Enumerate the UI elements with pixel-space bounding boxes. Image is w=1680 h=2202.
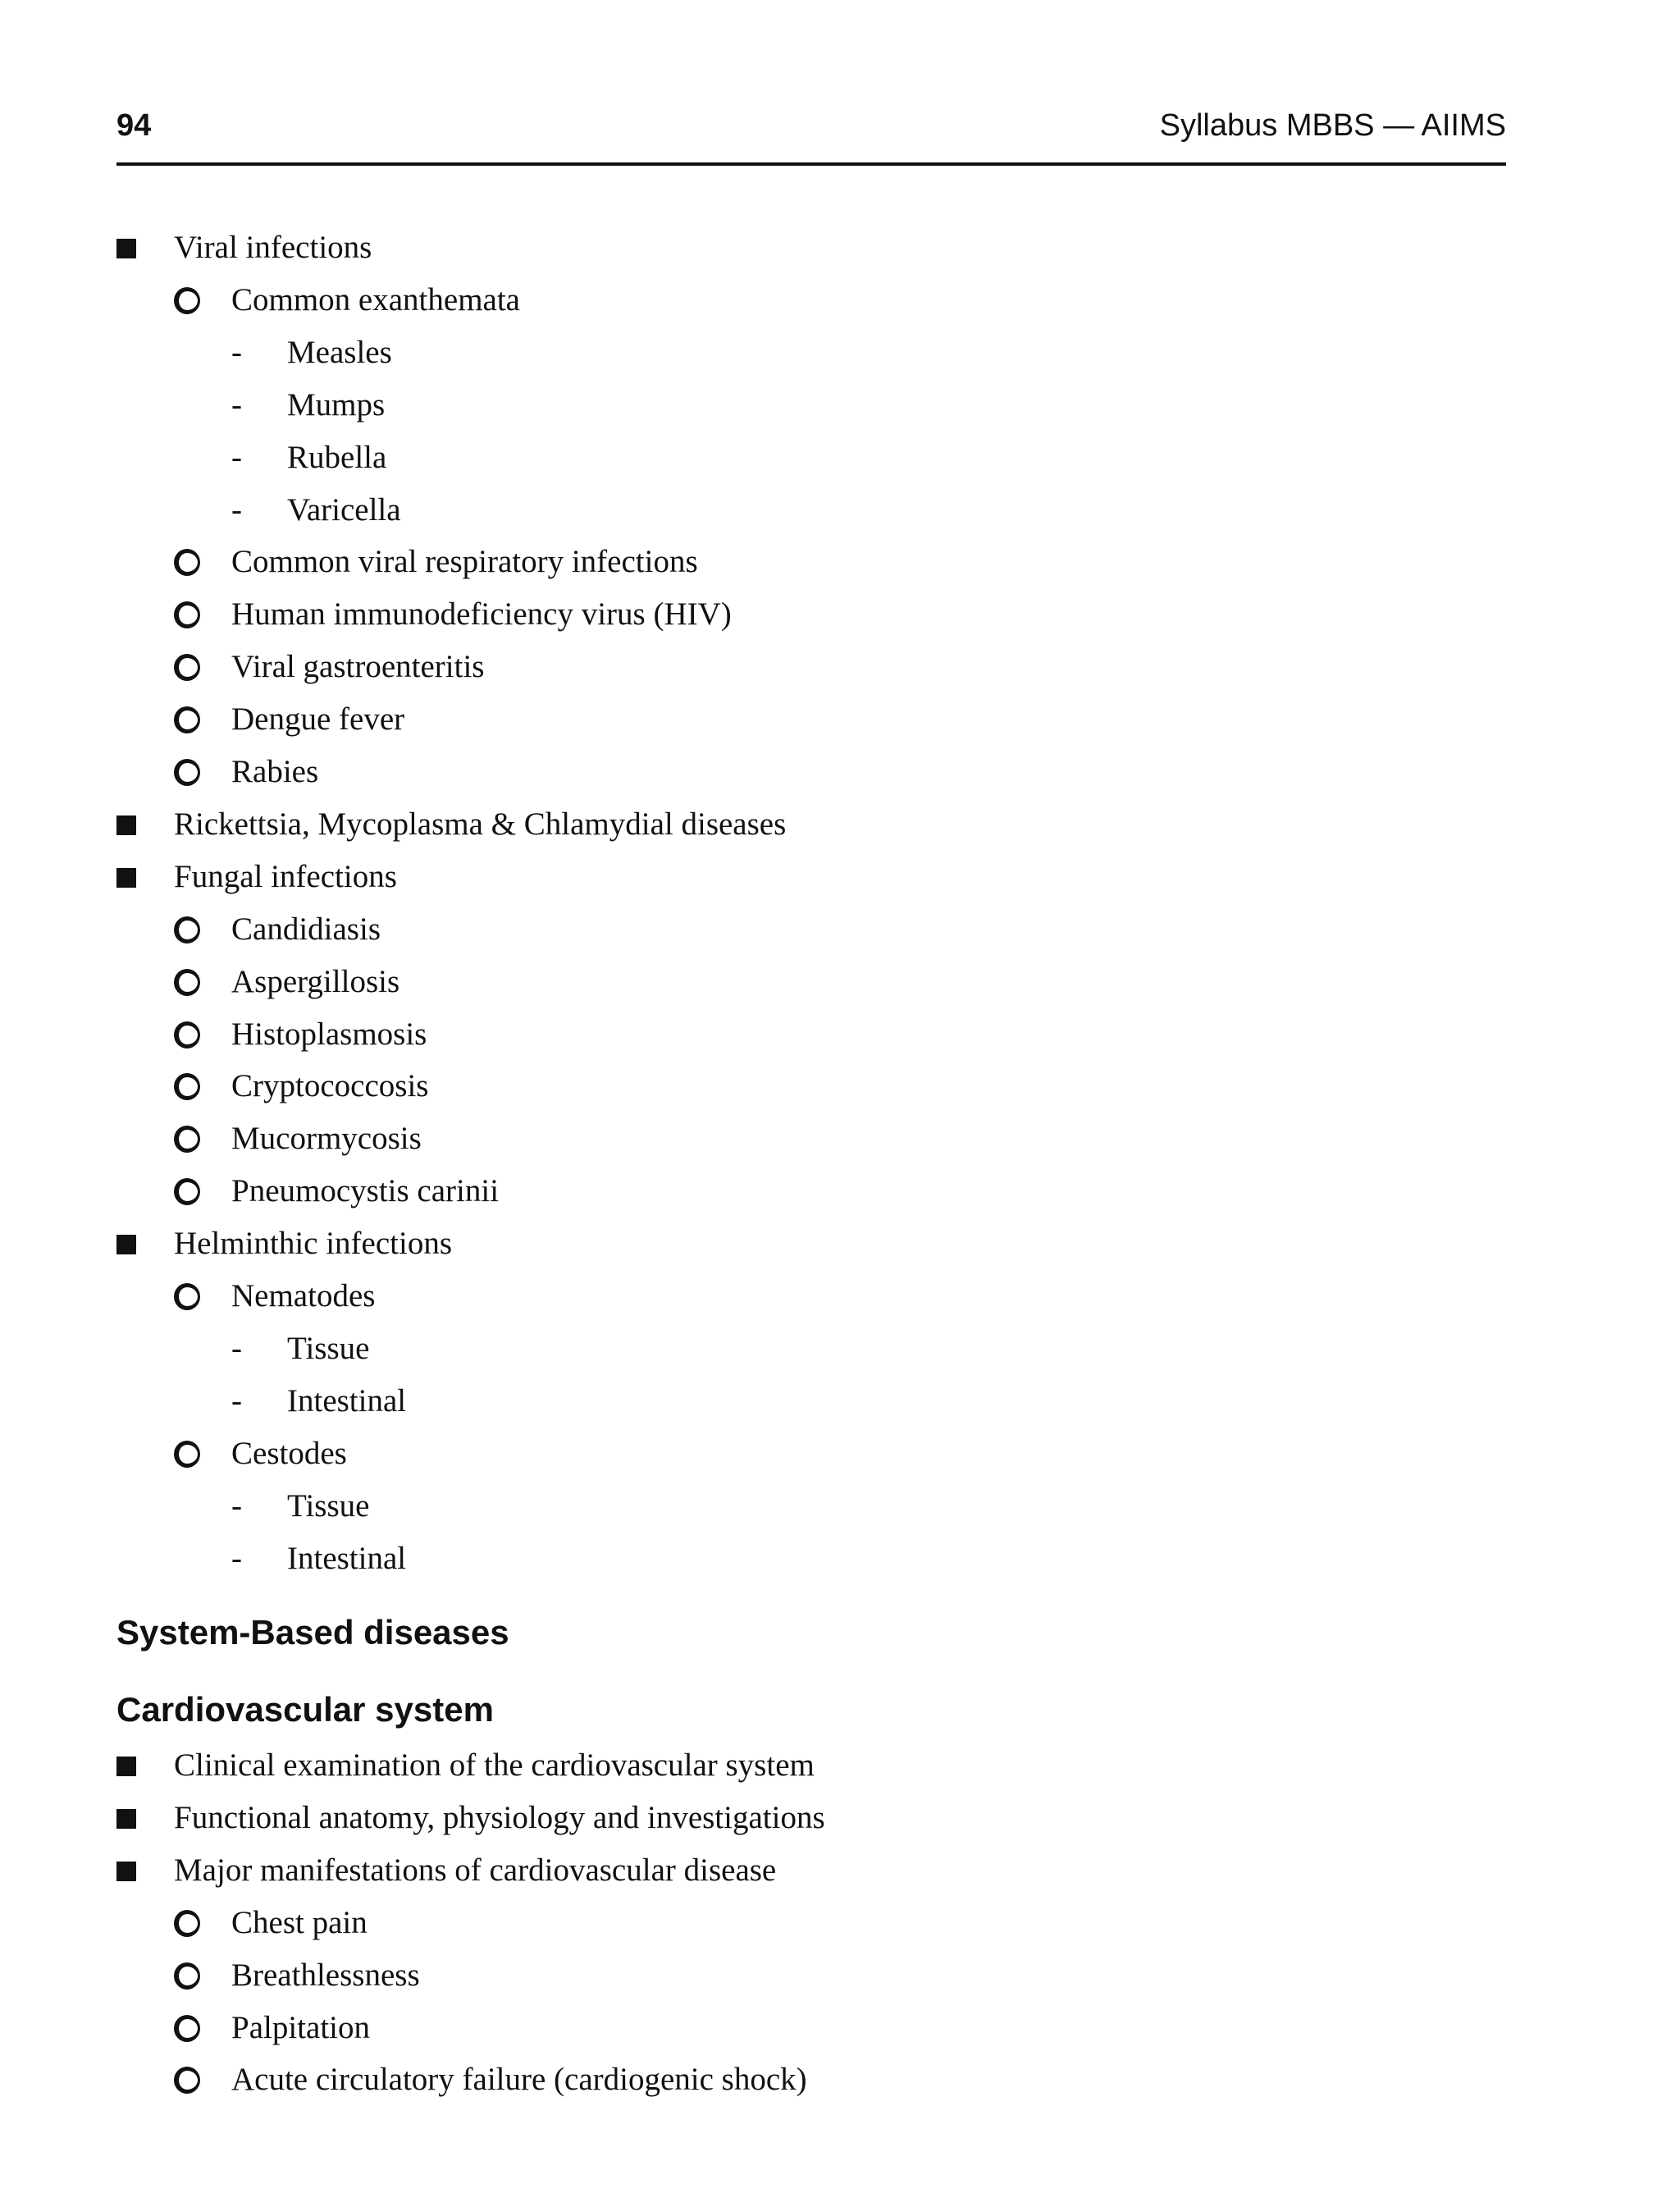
circle-bullet-icon	[174, 1126, 200, 1153]
square-bullet-icon	[116, 868, 136, 888]
circle-bullet-icon	[174, 601, 200, 628]
list-item-text: Chest pain	[231, 1904, 368, 1940]
square-bullet-icon	[116, 239, 136, 258]
circle-bullet-icon	[174, 2067, 200, 2094]
list-item-text: Acute circulatory failure (cardiogenic shock)	[231, 2062, 807, 2098]
square-bullet-icon	[116, 815, 136, 835]
circle-bullet-icon	[174, 549, 200, 576]
circle-bullet-icon	[174, 1441, 200, 1468]
list-item-text: Rabies	[231, 754, 319, 789]
list-item-text: Tissue	[287, 1330, 370, 1366]
list-item-text: Clinical examination of the cardiovascular system	[174, 1747, 815, 1783]
list-item-text: Histoplasmosis	[231, 1016, 427, 1052]
list-item-text: Fungal infections	[174, 858, 397, 894]
list-item-text: Rubella	[287, 439, 387, 475]
circle-bullet-icon	[174, 1283, 200, 1310]
list-item-text: Rickettsia, Mycoplasma & Chlamydial diseases	[174, 806, 787, 842]
page-number: 94	[116, 108, 152, 143]
circle-bullet-icon	[174, 287, 200, 314]
circle-bullet-icon	[174, 1962, 200, 1990]
circle-bullet-icon	[174, 916, 200, 943]
list-item-text: Common viral respiratory infections	[231, 544, 698, 580]
square-bullet-icon	[116, 1809, 136, 1829]
list-item-text: Mucormycosis	[231, 1121, 422, 1157]
list-item-text: Varicella	[287, 491, 401, 528]
circle-bullet-icon	[174, 706, 200, 733]
list-item-text: Human immunodeficiency virus (HIV)	[231, 596, 732, 633]
dash-bullet: -	[231, 1330, 242, 1366]
square-bullet-icon	[116, 1235, 136, 1254]
list-item-text: Dengue fever	[231, 701, 405, 738]
dash-bullet: -	[231, 1487, 242, 1524]
dash-bullet: -	[231, 1382, 242, 1419]
list-item-text: Nematodes	[231, 1278, 376, 1313]
dash-bullet: -	[231, 491, 242, 528]
list-item-text: Viral gastroenteritis	[231, 649, 485, 685]
dash-bullet: -	[231, 439, 242, 475]
circle-bullet-icon	[174, 1178, 200, 1205]
list-item-text: Functional anatomy, physiology and investigations	[174, 1799, 825, 1835]
list-item-text: Pneumocystis carinii	[231, 1173, 500, 1209]
circle-bullet-icon	[174, 654, 200, 681]
list-item-text: Intestinal	[287, 1540, 407, 1576]
circle-bullet-icon	[174, 969, 200, 996]
list-item-text: Tissue	[287, 1487, 370, 1524]
list-item-text: Cestodes	[231, 1435, 347, 1471]
list-item-text: Common exanthemata	[231, 281, 520, 318]
list-item-text: Candidiasis	[231, 911, 381, 947]
list-item-text: Palpitation	[231, 2009, 370, 2045]
circle-bullet-icon	[174, 2015, 200, 2042]
section-heading: System-Based diseases	[116, 1613, 509, 1652]
page-header	[116, 108, 1506, 166]
circle-bullet-icon	[174, 1021, 200, 1048]
circle-bullet-icon	[174, 1073, 200, 1100]
list-item-text: Cryptococcosis	[231, 1068, 429, 1104]
circle-bullet-icon	[174, 759, 200, 786]
list-item-text: Breathlessness	[231, 1957, 420, 1993]
square-bullet-icon	[116, 1757, 136, 1776]
dash-bullet: -	[231, 334, 242, 370]
list-item-text: Aspergillosis	[231, 963, 400, 999]
list-item-text: Measles	[287, 334, 392, 370]
list-item-text: Major manifestations of cardiovascular disease	[174, 1852, 777, 1888]
list-item-text: Viral infections	[174, 230, 372, 265]
circle-bullet-icon	[174, 1910, 200, 1937]
list-item-text: Mumps	[287, 386, 386, 423]
dash-bullet: -	[231, 386, 242, 423]
square-bullet-icon	[116, 1862, 136, 1881]
subsection-heading: Cardiovascular system	[116, 1690, 494, 1729]
dash-bullet: -	[231, 1540, 242, 1576]
list-item-text: Helminthic infections	[174, 1226, 453, 1262]
list-item-text: Intestinal	[287, 1382, 407, 1419]
running-title: Syllabus MBBS — AIIMS	[1159, 108, 1506, 143]
